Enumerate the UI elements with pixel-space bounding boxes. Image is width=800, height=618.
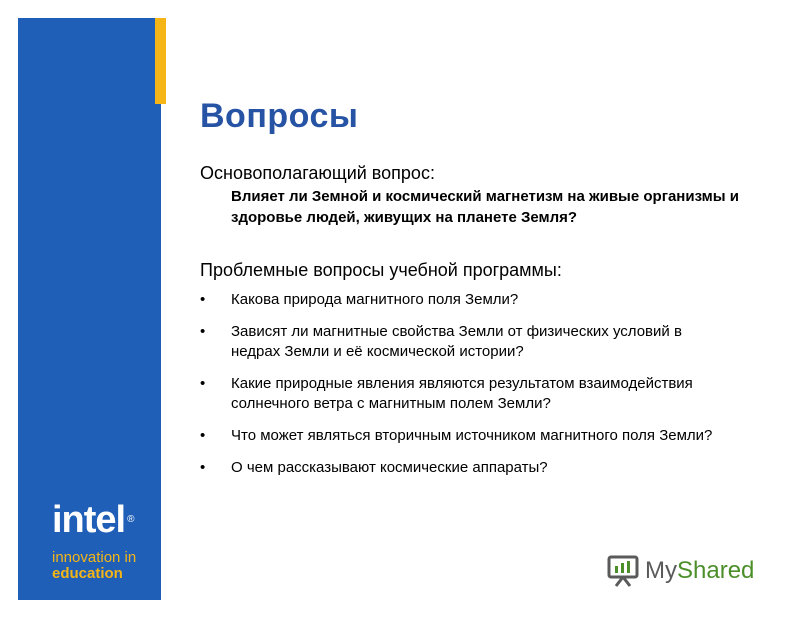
tagline-line2: education xyxy=(52,565,123,582)
list-item xyxy=(200,374,730,414)
list-item xyxy=(200,322,730,362)
list-item xyxy=(200,290,730,310)
bullet-text: Что может являться вторичным источником магнитного поля Земли? xyxy=(231,427,713,444)
accent-bar xyxy=(155,18,166,104)
curriculum-question-list xyxy=(200,290,730,490)
intel-logo-text: intel xyxy=(52,499,126,541)
watermark-text xyxy=(645,557,754,585)
bullet-icon: • xyxy=(200,291,206,308)
fundamental-heading: Основополагающий вопрос: xyxy=(200,163,435,183)
intel-logo-reg: ® xyxy=(127,514,134,525)
bullet-icon: • xyxy=(200,459,206,476)
presentation-board-icon xyxy=(607,554,639,588)
intel-tagline xyxy=(52,550,136,582)
list-item xyxy=(200,458,730,478)
bullet-text: О чем рассказывают космические аппараты? xyxy=(231,459,548,476)
myshared-watermark[interactable] xyxy=(607,553,754,589)
bullet-icon: • xyxy=(200,323,206,340)
intel-logo xyxy=(52,500,134,540)
bullet-icon: • xyxy=(200,427,206,444)
slide-title: Вопросы xyxy=(200,97,359,135)
bullet-icon: • xyxy=(200,375,206,392)
bullet-text: Зависят ли магнитные свойства Земли от физических условий в недрах Земли и её космической истории? xyxy=(231,323,682,360)
bullet-text: Какова природа магнитного поля Земли? xyxy=(231,291,519,308)
watermark-text-a: My xyxy=(645,557,677,584)
fundamental-question: Влияет ли Земной и космический магнетизм на живые организмы и здоровье людей, живущих на планете Земля? xyxy=(231,188,739,226)
list-item xyxy=(200,426,730,446)
watermark-text-b: Shared xyxy=(677,557,755,584)
curriculum-heading: Проблемные вопросы учебной программы: xyxy=(200,260,562,280)
bullet-text: Какие природные явления являются результатом взаимодействия солнечного ветра с магнитным полем Земли? xyxy=(231,375,693,412)
tagline-line1: innovation in xyxy=(52,549,137,566)
